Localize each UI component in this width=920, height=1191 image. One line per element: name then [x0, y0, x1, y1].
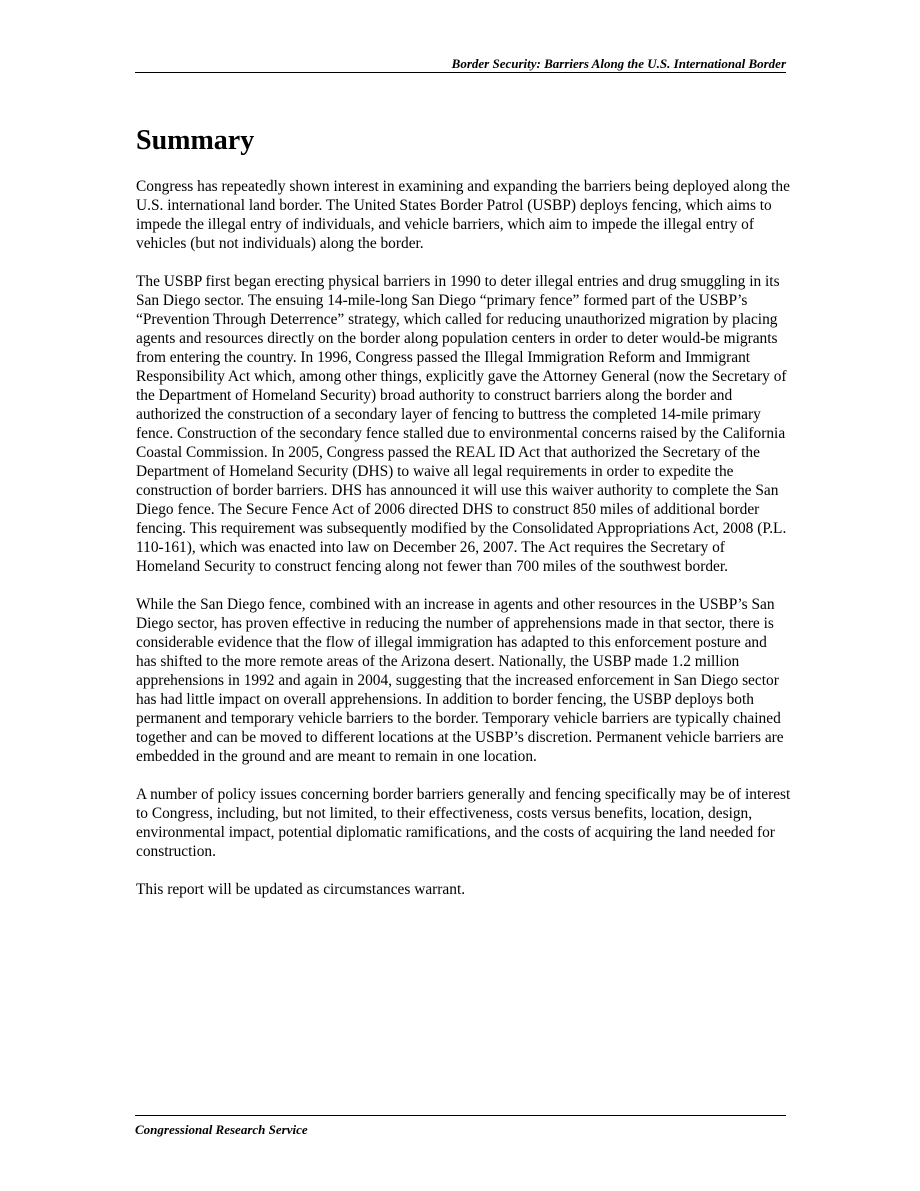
- paragraph-overview: Congress has repeatedly shown interest in examining and expanding the barriers being deployed along the U.S. international land border. The United States Border Patrol (USBP) deploys fencing, which aims to impede the illegal entry of individuals, and vehicle barriers, which aim to impede the illegal entry of vehicles (but not individuals) along the border.: [136, 178, 790, 252]
- paragraph-history: The USBP first began erecting physical barriers in 1990 to deter illegal entries and drug smuggling in its San Diego sector. The ensuing 14-mile-long San Diego “primary fence” formed part of the USBP’s “Prevention Through Deterrence” strategy, which called for reducing unauthorized migration by placing agents and resources directly on the border along population centers in order to deter would-be migrants from entering the country. In 1996, Congress passed the Illegal Immigration Reform and Immigrant Responsibility Act which, among other things, explicitly gave the Attorney General (now the Secretary of the Department of Homeland Security) broad authority to construct barriers along the border and authorized the construction of a secondary layer of fencing to buttress the completed 14-mile primary fence. Construction of the secondary fence stalled due to environmental concerns raised by the California Coastal Commission. In 2005, Congress passed the REAL ID Act that authorized the Secretary of the Department of Homeland Security (DHS) to waive all legal requirements in order to expedite the construction of border barriers. DHS has announced it will use this waiver authority to complete the San Diego fence. The Secure Fence Act of 2006 directed DHS to construct 850 miles of additional border fencing. This requirement was subsequently modified by the Consolidated Appropriations Act, 2008 (P.L. 110-161), which was enacted into law on December 26, 2007. The Act requires the Secretary of Homeland Security to construct fencing along not fewer than 700 miles of the southwest border.: [136, 273, 787, 575]
- paragraph-update-note: This report will be updated as circumstances warrant.: [136, 881, 466, 898]
- running-footer: Congressional Research Service: [135, 1115, 786, 1138]
- page-title: Summary: [136, 125, 255, 156]
- paragraph-effectiveness: While the San Diego fence, combined with an increase in agents and other resources in the USBP’s San Diego sector, has proven effective in reducing the number of apprehensions made in that sector, there is considerable evidence that the flow of illegal immigration has adapted to this enforcement posture and has shifted to the more remote areas of the Arizona desert. Nationally, the USBP made 1.2 million apprehensions in 1992 and again in 2004, suggesting that the increased enforcement in San Diego sector has had little impact on overall apprehensions. In addition to border fencing, the USBP deploys both permanent and temporary vehicle barriers to the border. Temporary vehicle barriers are typically chained together and can be moved to different locations at the USBP’s discretion. Permanent vehicle barriers are embedded in the ground and are meant to remain in one location.: [136, 596, 784, 765]
- running-header: Border Security: Barriers Along the U.S. International Border: [135, 55, 786, 73]
- paragraph-policy-issues: A number of policy issues concerning border barriers generally and fencing specifically may be of interest to Congress, including, but not limited, to their effectiveness, costs versus benefits, location, design, environmental impact, potential diplomatic ramifications, and the costs of acquiring the land needed for construction.: [136, 786, 791, 860]
- summary-body: [136, 177, 791, 918]
